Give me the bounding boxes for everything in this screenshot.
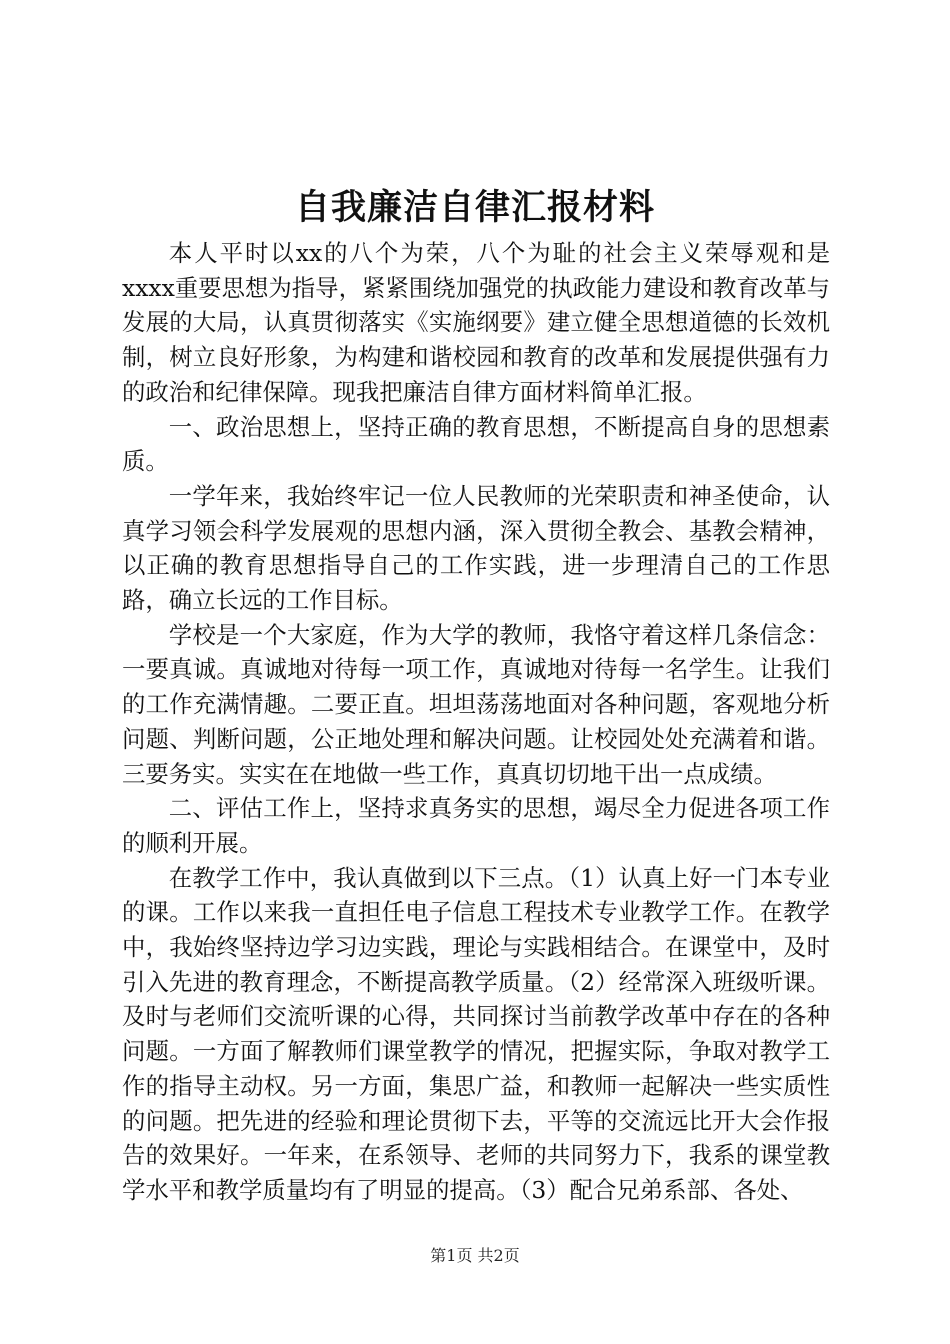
document-title: 自我廉洁自律汇报材料	[294, 187, 655, 228]
paragraph-teaching-work: 在教学工作中，我认真做到以下三点。（1）认真上好一门本专业的课。工作以来我一直担任电子信息工程技术专业教学工作。在教学中，我始终坚持边学习边实践，理论与实践相结合。在课堂中，及时引入先进的教育理念，不断提高教学质量。（2）经常深入班级听课。及时与老师们交流听课的心得，共同探讨当前教学改革中存在的各种问题。一方面了解教师们课堂教学的情况，把握实际，争取对教学工作的指导主动权。另一方面，集思广益，和教师一起解决一些实质性的问题。把先进的经验和理论贯彻下去，平等的交流远比开大会作报告的效果好。一年来，在系领导、老师的共同努力下，我系的课堂教学水平和教学质量均有了明显的提高。（3）配合兄弟系部、各处、	[122, 863, 830, 1204]
paragraph-section-2-heading: 二、评估工作上，坚持求真务实的思想，竭尽全力促进各项工作的顺利开展。	[122, 794, 830, 857]
paragraph-section-1-body: 一学年来，我始终牢记一位人民教师的光荣职责和神圣使命，认真学习领会科学发展观的思想内涵，深入贯彻全教会、基教会精神，以正确的教育思想指导自己的工作实践，进一步理清自己的工作思路，确立长远的工作目标。	[122, 481, 830, 615]
paragraph-intro: 本人平时以xx的八个为荣，八个为耻的社会主义荣辱观和是xxxx重要思想为指导，紧紧围绕加强党的执政能力建设和教育改革与发展的大局，认真贯彻落实《实施纲要》建立健全思想道德的长效机制，树立良好形象，为构建和谐校园和教育的改革和发展提供强有力的政治和纪律保障。现我把廉洁自律方面材料简单汇报。	[122, 239, 830, 406]
page-footer: 第1页 共2页	[430, 1246, 520, 1265]
paragraph-beliefs: 学校是一个大家庭，作为大学的教师，我恪守着这样几条信念：一要真诚。真诚地对待每一项工作，真诚地对待每一名学生。让我们的工作充满情趣。二要正直。坦坦荡荡地面对各种问题，客观地分析问题、判断问题，公正地处理和解决问题。让校园处处充满着和谐。三要务实。实实在在地做一些工作，真真切切地干出一点成绩。	[122, 620, 830, 788]
paragraph-section-1-heading: 一、政治思想上，坚持正确的教育思想，不断提高自身的思想素质。	[122, 412, 830, 476]
document-body	[122, 236, 830, 1208]
